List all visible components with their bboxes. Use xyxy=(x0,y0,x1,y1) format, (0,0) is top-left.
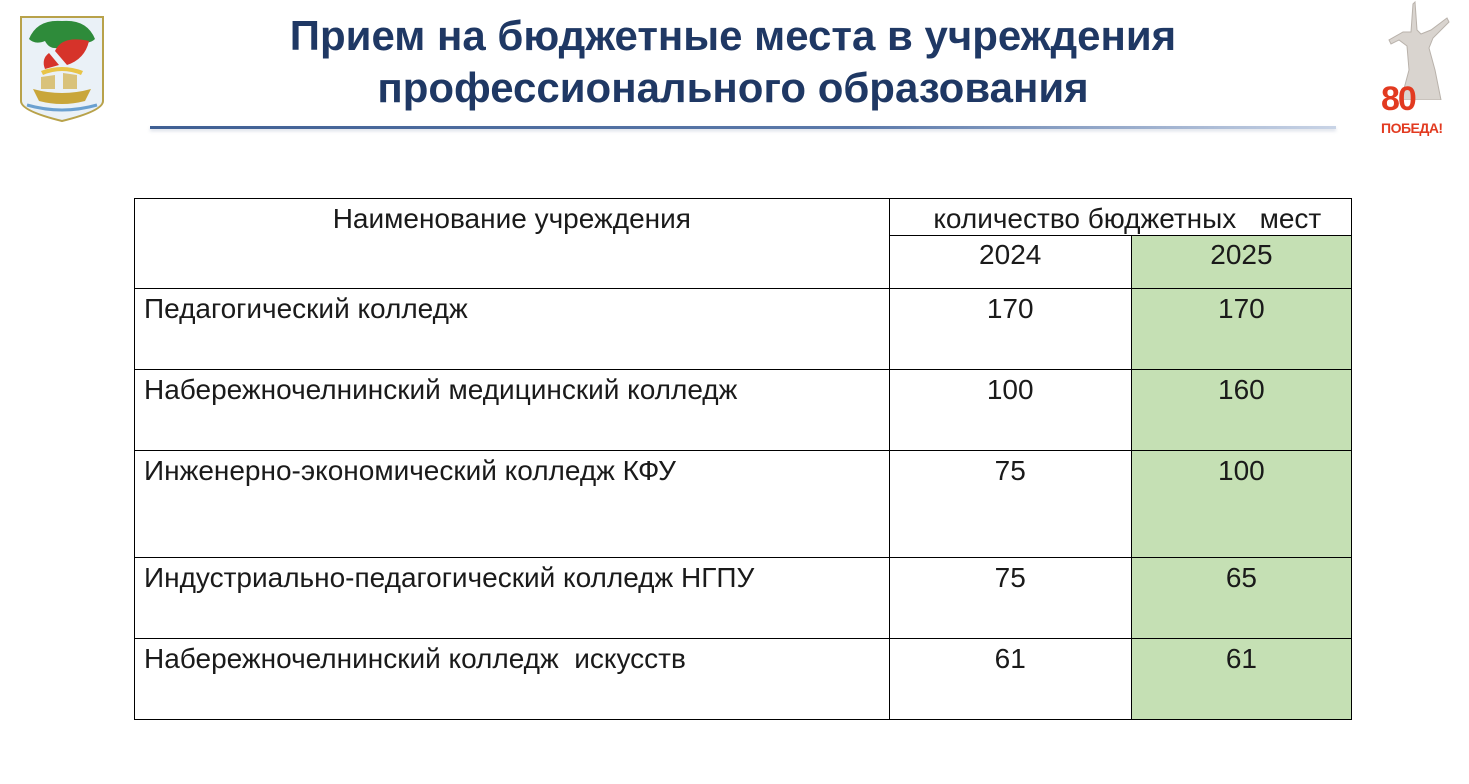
institution-name: Инженерно-экономический колледж КФУ xyxy=(135,451,890,558)
institution-name: Индустриально-педагогический колледж НГПУ xyxy=(135,558,890,639)
page-title xyxy=(150,10,1316,114)
table-row xyxy=(135,558,1352,639)
institution-name: Набережночелнинский колледж искусств xyxy=(135,639,890,720)
table-row xyxy=(135,370,1352,451)
header-institution-name: Наименование учреждения xyxy=(135,199,890,289)
header-year-2025: 2025 xyxy=(1131,236,1351,289)
header-year-2024: 2024 xyxy=(889,236,1131,289)
coat-of-arms-logo xyxy=(19,15,105,123)
table-header-row xyxy=(135,199,1352,236)
places-2025: 61 xyxy=(1131,639,1351,720)
victory-number: 80 xyxy=(1381,80,1415,118)
places-2024: 75 xyxy=(889,451,1131,558)
victory-word: ПОБЕДА! xyxy=(1381,120,1443,136)
table-row xyxy=(135,451,1352,558)
header-budget-places: количество бюджетных мест xyxy=(889,199,1351,236)
places-2024: 100 xyxy=(889,370,1131,451)
institution-name: Педагогический колледж xyxy=(135,289,890,370)
places-2025: 65 xyxy=(1131,558,1351,639)
places-2025: 160 xyxy=(1131,370,1351,451)
budget-places-table xyxy=(134,198,1352,720)
victory-80-logo xyxy=(1381,0,1453,140)
institution-name: Набережночелнинский медицинский колледж xyxy=(135,370,890,451)
places-2024: 170 xyxy=(889,289,1131,370)
places-2024: 61 xyxy=(889,639,1131,720)
title-underline xyxy=(150,126,1336,129)
title-line-2: профессионального образования xyxy=(377,64,1089,111)
table-row xyxy=(135,289,1352,370)
title-line-1: Прием на бюджетные места в учреждения xyxy=(289,12,1177,59)
places-2025: 100 xyxy=(1131,451,1351,558)
places-2024: 75 xyxy=(889,558,1131,639)
places-2025: 170 xyxy=(1131,289,1351,370)
table-row xyxy=(135,639,1352,720)
